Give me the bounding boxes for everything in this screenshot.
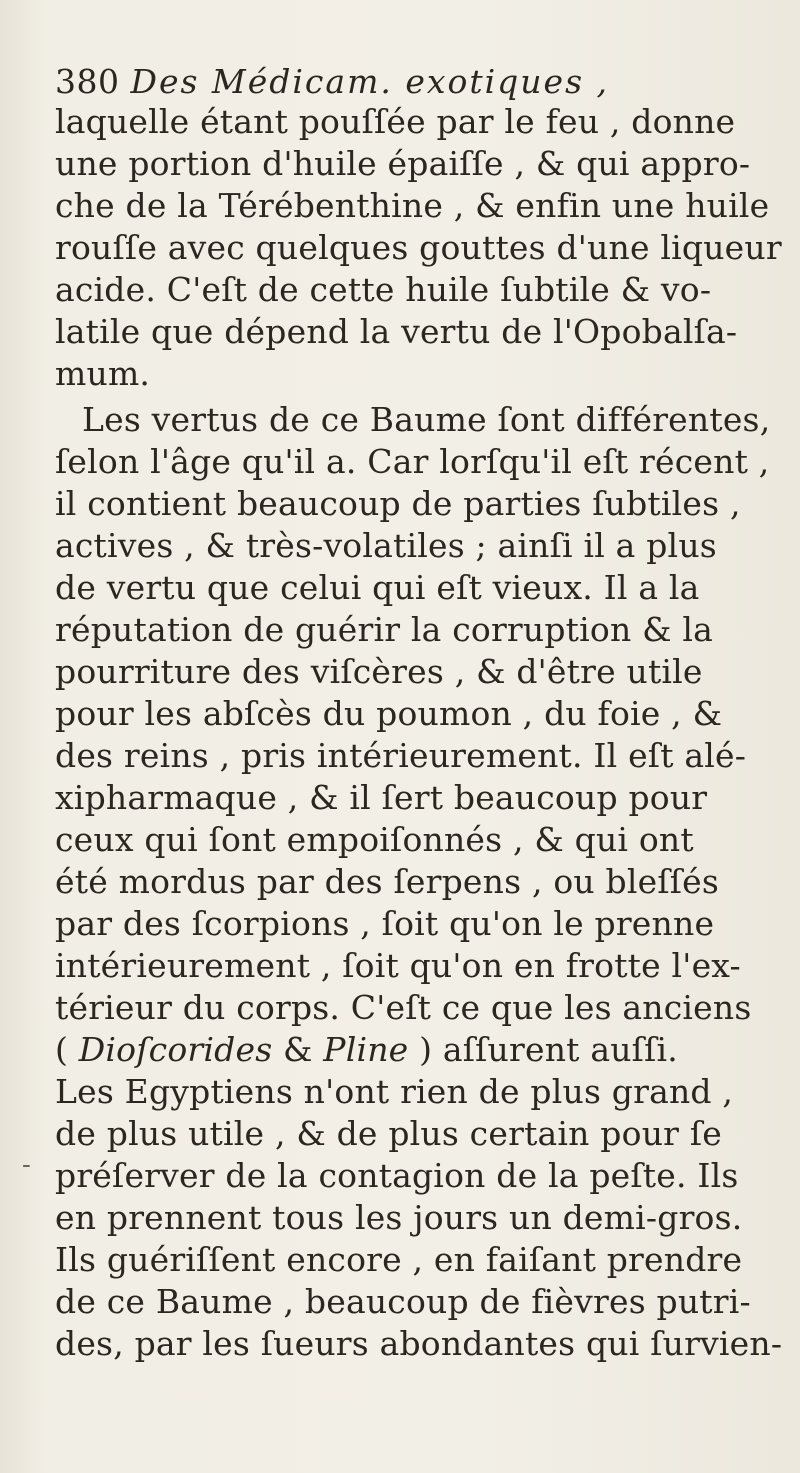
text-line: actives , & très-volatiles ; ainſi il a plus: [55, 526, 717, 565]
margin-mark: -: [22, 1150, 31, 1180]
text-line: de vertu que celui qui eſt vieux. Il a la: [55, 568, 700, 607]
running-title: Des Médicam. exotiques ,: [130, 62, 609, 101]
text-line: en prennent tous les jours un demi-gros.: [55, 1198, 743, 1237]
running-header: [55, 62, 609, 101]
text-line: des reins , pris intérieurement. Il eſt alé-: [55, 736, 747, 775]
paragraph-start: Les vertus de ce Baume ſont différentes,: [82, 400, 771, 439]
text-line: che de la Térébenthine , & enfin une huile: [55, 186, 770, 225]
conjunction: &: [272, 1030, 324, 1069]
text-line: été mordus par des ſerpens , ou bleſſés: [55, 862, 720, 901]
text-line: latile que dépend la vertu de l'Opobalſa-: [55, 312, 738, 351]
text-line: térieur du corps. C'eſt ce que les anciens: [55, 988, 752, 1027]
text-line: une portion d'huile épaiſſe , & qui appro-: [55, 144, 751, 183]
text-line: ſelon l'âge qu'il a. Car lorſqu'il eſt récent ,: [55, 442, 770, 481]
text-line: mum.: [55, 354, 151, 393]
author-pline: Pline: [323, 1030, 409, 1069]
author-dioscorides: Dioſcorides: [78, 1030, 273, 1069]
citation-tail: ) aſſurent auſſi.: [408, 1030, 678, 1069]
text-line: de ce Baume , beaucoup de fièvres putri-: [55, 1282, 751, 1321]
text-line: pourriture des viſcères , & d'être utile: [55, 652, 703, 691]
paren-open: (: [55, 1030, 79, 1069]
citation-line: [55, 1030, 678, 1069]
text-line: pour les abſcès du poumon , du foie , &: [55, 694, 723, 733]
text-line: laquelle étant pouſſée par le feu , donne: [55, 102, 736, 141]
page-number: 380: [55, 62, 120, 101]
text-line: ceux qui ſont empoiſonnés , & qui ont: [55, 820, 694, 859]
text-line: des, par les ſueurs abondantes qui ſurvien-: [55, 1324, 783, 1363]
text-line: par des ſcorpions , ſoit qu'on le prenne: [55, 904, 715, 943]
text-line: Ils guériſſent encore , en faiſant prendre: [55, 1240, 743, 1279]
text-line: xipharmaque , & il ſert beaucoup pour: [55, 778, 708, 817]
text-line: intérieurement , ſoit qu'on en frotte l'ex-: [55, 946, 741, 985]
text-line: réputation de guérir la corruption & la: [55, 610, 714, 649]
text-line: rouſſe avec quelques gouttes d'une liqueur: [55, 228, 782, 267]
text-line: acide. C'eſt de cette huile ſubtile & vo-: [55, 270, 712, 309]
text-line: Les Egyptiens n'ont rien de plus grand ,: [55, 1072, 734, 1111]
text-line: il contient beaucoup de parties ſubtiles ,: [55, 484, 741, 523]
text-line: de plus utile , & de plus certain pour ſe: [55, 1114, 722, 1153]
text-line: préſerver de la contagion de la peſte. Ils: [55, 1156, 739, 1195]
